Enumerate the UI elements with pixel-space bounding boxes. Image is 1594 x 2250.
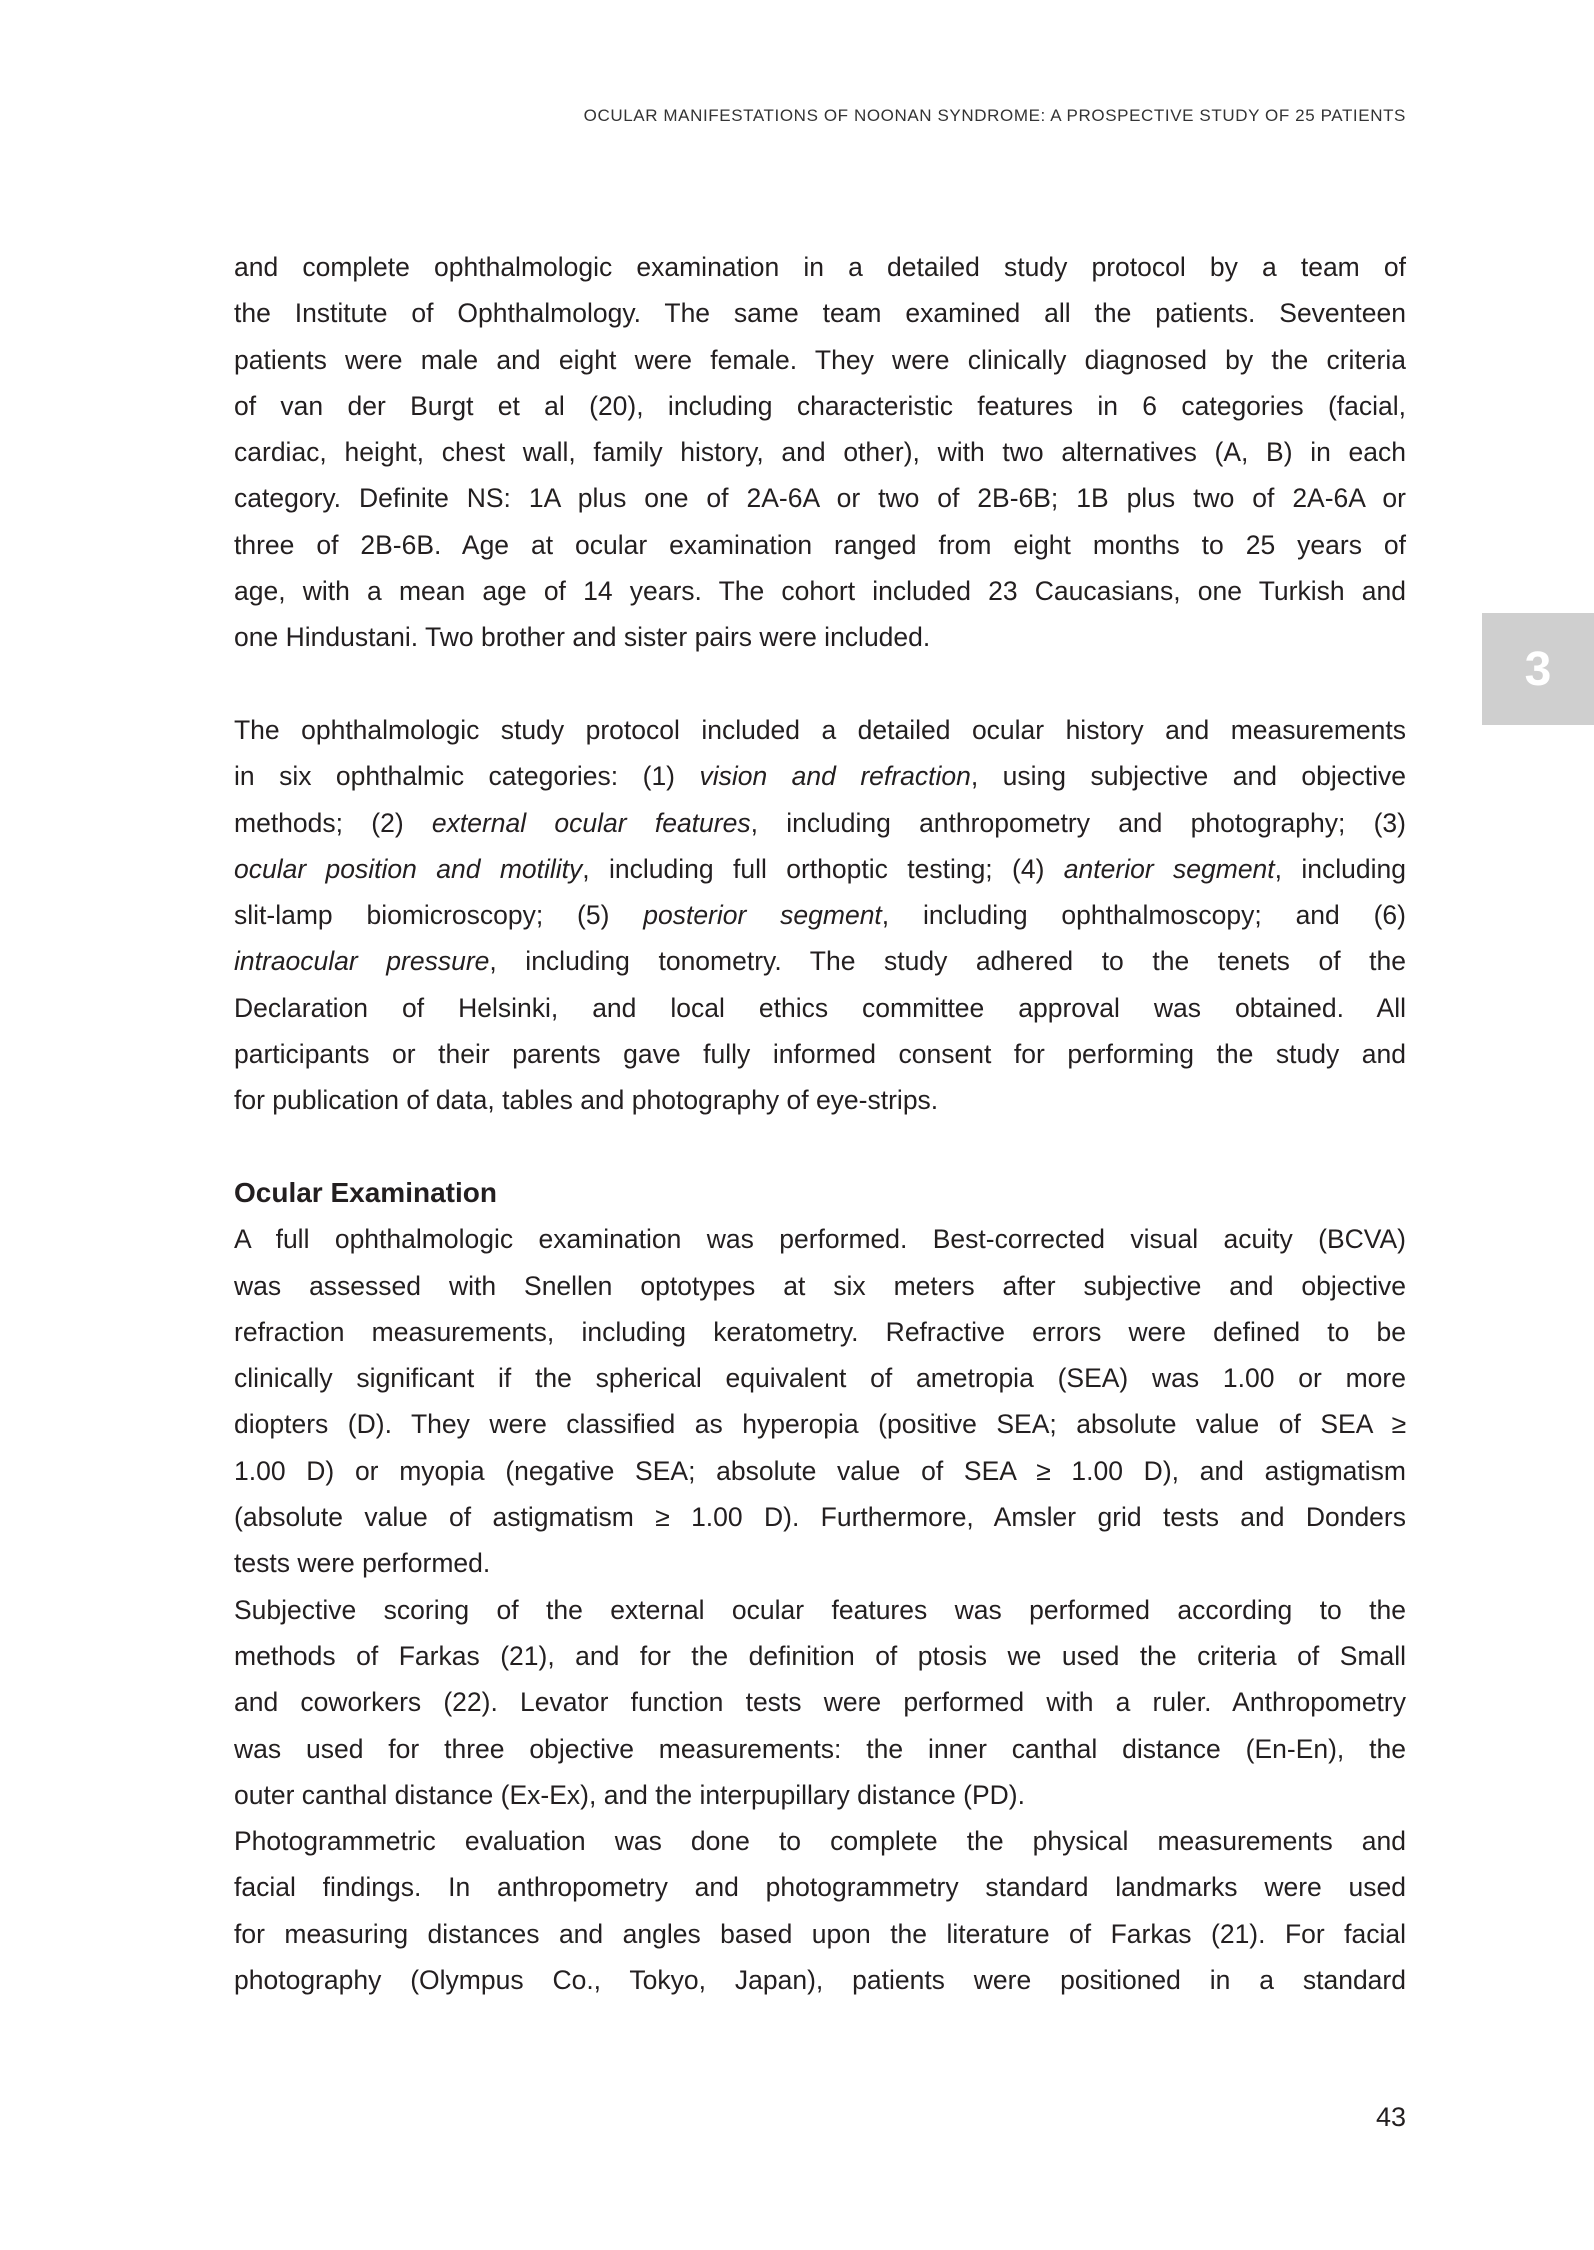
text-line	[234, 1216, 1406, 1262]
body-text	[234, 244, 1406, 2003]
text-span: for publication of data, tables and photography of eye-strips.	[234, 1085, 939, 1116]
text-span: was assessed with Snellen optotypes at six meters after subjective and objective	[234, 1270, 1406, 1301]
text-span: methods; (2)	[234, 807, 432, 838]
text-line	[234, 475, 1406, 521]
text-line	[234, 1911, 1406, 1957]
text-span: Declaration of Helsinki, and local ethics committee approval was obtained. All	[234, 992, 1406, 1023]
text-line	[234, 892, 1406, 938]
text-line	[234, 1494, 1406, 1540]
text-line	[234, 1679, 1406, 1725]
italic-term: intraocular pressure	[234, 946, 490, 977]
text-line	[234, 1864, 1406, 1910]
text-span: and complete ophthalmologic examination in a detailed study protocol by a team of	[234, 252, 1406, 282]
text-line	[234, 846, 1406, 892]
text-span: , including anthropometry and photography; (3)	[750, 807, 1406, 838]
text-line	[234, 753, 1406, 799]
text-span: (absolute value of astigmatism ≥ 1.00 D). Furthermore, Amsler grid tests and Donders	[234, 1502, 1406, 1533]
italic-term: vision and refraction	[699, 761, 971, 792]
text-span: A full ophthalmologic examination was performed. Best-corrected visual acuity (BCVA)	[234, 1224, 1406, 1255]
italic-term: anterior segment	[1063, 853, 1275, 884]
text-line	[234, 568, 1406, 614]
text-span: outer canthal distance (Ex-Ex), and the interpupillary distance (PD).	[234, 1779, 1025, 1810]
text-span: diopters (D). They were classified as hyperopia (positive SEA; absolute value of SEA ≥	[234, 1409, 1406, 1440]
italic-term: ocular position and motility	[234, 853, 583, 884]
chapter-tab: 3	[1482, 613, 1594, 725]
italic-term: external ocular features	[431, 807, 751, 838]
text-span: participants or their parents gave fully informed consent for performing the study and	[234, 1039, 1406, 1070]
text-span: was used for three objective measurements: the inner canthal distance (En-En), the	[234, 1733, 1406, 1764]
text-span: , including tonometry. The study adhered to the tenets of the	[489, 946, 1406, 977]
paragraph	[234, 1587, 1406, 1818]
text-span: for measuring distances and angles based upon the literature of Farkas (21). For facial	[234, 1918, 1406, 1949]
text-span: refraction measurements, including keratometry. Refractive errors were defined to be	[234, 1316, 1406, 1347]
paragraph	[234, 1818, 1406, 2003]
text-line	[234, 1448, 1406, 1494]
text-line	[234, 1726, 1406, 1772]
paragraph	[234, 707, 1406, 1124]
text-line	[234, 1818, 1406, 1864]
paragraph	[234, 1216, 1406, 1586]
text-span: one Hindustani. Two brother and sister pairs were included.	[234, 622, 931, 653]
text-span: three of 2B-6B. Age at ocular examination ranged from eight months to 25 years of	[234, 529, 1406, 560]
text-span: photography (Olympus Co., Tokyo, Japan), patients were positioned in a standard	[234, 1964, 1406, 1995]
text-span: Photogrammetric evaluation was done to complete the physical measurements and	[234, 1826, 1406, 1857]
text-span: tests were performed.	[234, 1548, 491, 1579]
text-span: age, with a mean age of 14 years. The cohort included 23 Caucasians, one Turkish and	[234, 576, 1406, 607]
text-line	[234, 522, 1406, 568]
italic-term: posterior segment	[643, 900, 882, 931]
text-line	[234, 1401, 1406, 1447]
text-line	[234, 1077, 1406, 1123]
text-line	[234, 1587, 1406, 1633]
text-line	[234, 1355, 1406, 1401]
text-span: in six ophthalmic categories: (1)	[234, 761, 700, 792]
text-span: the Institute of Ophthalmology. The same team examined all the patients. Seventeen	[234, 298, 1406, 329]
text-span: Subjective scoring of the external ocular features was performed according to the	[234, 1594, 1406, 1625]
text-line	[234, 1957, 1406, 2003]
section-heading: Ocular Examination	[234, 1176, 497, 1208]
text-line	[234, 1633, 1406, 1679]
text-line	[234, 337, 1406, 383]
text-line	[234, 244, 1406, 290]
text-span: 1.00 D) or myopia (negative SEA; absolute value of SEA ≥ 1.00 D), and astigmatism	[234, 1455, 1406, 1486]
text-span: and coworkers (22). Levator function tests were performed with a ruler. Anthropometry	[234, 1687, 1406, 1718]
text-span: slit-lamp biomicroscopy; (5)	[234, 900, 644, 931]
text-span: The ophthalmologic study protocol included a detailed ocular history and measurements	[234, 714, 1406, 745]
text-span: of van der Burgt et al (20), including characteristic features in 6 categories (facial,	[234, 390, 1406, 421]
text-line	[234, 429, 1406, 475]
text-line	[234, 614, 1406, 660]
text-line	[234, 1263, 1406, 1309]
text-line	[234, 985, 1406, 1031]
text-line	[234, 1309, 1406, 1355]
paragraph-gap	[234, 1124, 1406, 1170]
text-line	[234, 1772, 1406, 1818]
text-line	[234, 707, 1406, 753]
text-span: methods of Farkas (21), and for the definition of ptosis we used the criteria of Small	[234, 1640, 1406, 1671]
text-line	[234, 290, 1406, 336]
text-line	[234, 1031, 1406, 1077]
paragraph	[234, 244, 1406, 661]
text-span: , including	[1274, 853, 1406, 884]
text-span: category. Definite NS: 1A plus one of 2A-6A or two of 2B-6B; 1B plus two of 2A-6A or	[234, 483, 1406, 514]
paragraph-gap	[234, 661, 1406, 707]
text-span: , including full orthoptic testing; (4)	[582, 853, 1064, 884]
text-span: patients were male and eight were female. They were clinically diagnosed by the criteria	[234, 344, 1406, 375]
text-span: clinically significant if the spherical equivalent of ametropia (SEA) was 1.00 or more	[234, 1363, 1406, 1394]
text-span: facial findings. In anthropometry and photogrammetry standard landmarks were used	[234, 1872, 1406, 1903]
text-line	[234, 938, 1406, 984]
text-line	[234, 800, 1406, 846]
page-number: 43	[1375, 2102, 1406, 2132]
text-span: cardiac, height, chest wall, family history, and other), with two alternatives (A, B) in each	[234, 437, 1406, 468]
text-line	[234, 383, 1406, 429]
text-span: , including ophthalmoscopy; and (6)	[881, 900, 1406, 931]
text-span: , using subjective and objective	[970, 761, 1406, 792]
running-head: OCULAR MANIFESTATIONS OF NOONAN SYNDROME: A PROSPECTIVE STUDY OF 25 PATIENTS	[583, 106, 1406, 125]
text-line	[234, 1540, 1406, 1586]
